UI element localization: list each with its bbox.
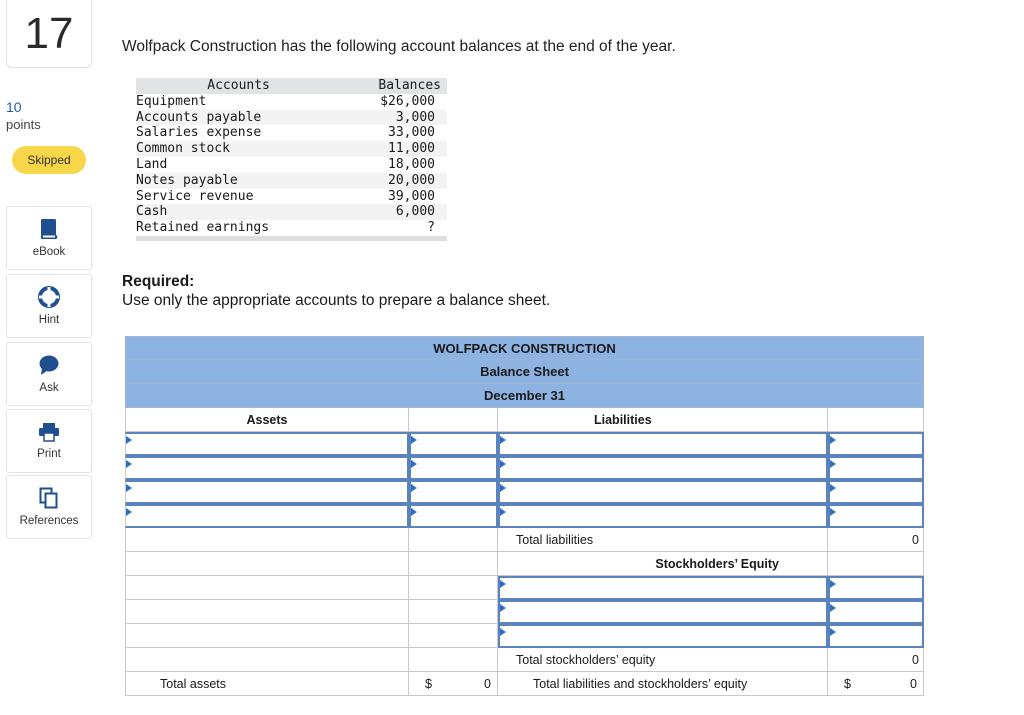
print-button[interactable] — [6, 409, 92, 473]
required-section — [122, 272, 550, 310]
question-intro: Wolfpack Construction has the following account balances at the end of the year. — [122, 38, 676, 55]
account-balance: 3,000 — [341, 110, 447, 126]
liability-amount-input[interactable] — [828, 504, 924, 528]
account-name: Common stock — [136, 141, 341, 157]
required-label: Required: — [122, 273, 195, 290]
equity-amount-input[interactable] — [828, 600, 924, 624]
ebook-label: eBook — [32, 246, 66, 258]
table-row — [136, 141, 447, 157]
printer-icon — [38, 422, 60, 442]
empty-cell — [409, 576, 498, 600]
print-label: Print — [37, 448, 61, 460]
company-name: WOLFPACK CONSTRUCTION — [125, 336, 924, 360]
entry-row — [125, 456, 924, 480]
total-equity-label: Total stockholders’ equity — [498, 648, 828, 672]
points-value: 10 — [6, 99, 22, 115]
lifebuoy-icon — [38, 286, 60, 308]
empty-cell — [125, 648, 409, 672]
account-name: Accounts payable — [136, 110, 341, 126]
total-assets-cell — [409, 672, 498, 696]
book-icon — [39, 218, 59, 240]
ask-button[interactable] — [6, 342, 92, 406]
liability-amount-input[interactable] — [828, 480, 924, 504]
equity-account-dropdown[interactable] — [498, 576, 828, 600]
table-row — [136, 204, 447, 220]
empty-cell — [409, 648, 498, 672]
table-row — [136, 110, 447, 126]
asset-account-dropdown[interactable] — [125, 456, 409, 480]
account-balance: 33,000 — [388, 125, 435, 141]
empty-cell — [125, 528, 409, 552]
table-row — [136, 125, 447, 141]
asset-amount-input[interactable] — [409, 504, 498, 528]
empty-cell — [409, 408, 498, 432]
liability-amount-input[interactable] — [828, 432, 924, 456]
account-balance: $26,000 — [380, 93, 435, 109]
asset-amount-input[interactable] — [409, 432, 498, 456]
empty-cell — [409, 624, 498, 648]
account-name: Notes payable — [136, 173, 341, 189]
equity-account-dropdown[interactable] — [498, 600, 828, 624]
equity-account-dropdown[interactable] — [498, 624, 828, 648]
empty-cell — [125, 552, 409, 576]
equity-header-row — [125, 552, 924, 576]
total-liabilities-row — [125, 528, 924, 552]
account-balance: 39,000 — [388, 188, 435, 204]
references-label: References — [19, 515, 79, 527]
hint-button[interactable] — [6, 274, 92, 338]
account-balance: 6,000 — [341, 204, 447, 220]
total-equity-value: 0 — [828, 648, 924, 672]
table-row — [136, 173, 447, 189]
balances-column-header: Balances — [341, 78, 447, 94]
asset-account-dropdown[interactable] — [125, 432, 409, 456]
total-liabilities-equity-cell — [828, 672, 924, 696]
table-row — [136, 189, 447, 205]
account-name: Equipment — [136, 93, 207, 109]
entry-row — [125, 504, 924, 528]
equity-amount-input[interactable] — [828, 624, 924, 648]
total-equity-row — [125, 648, 924, 672]
account-balances-table — [136, 78, 447, 241]
liability-amount-input[interactable] — [828, 456, 924, 480]
ebook-button[interactable] — [6, 206, 92, 270]
total-assets-currency: $ — [425, 676, 432, 691]
total-le-value: 0 — [910, 676, 917, 691]
balance-sheet-form — [125, 336, 924, 696]
total-liabilities-equity-label: Total liabilities and stockholders’ equity — [498, 672, 828, 696]
entry-row — [125, 432, 924, 456]
empty-cell — [828, 408, 924, 432]
grand-total-row — [125, 672, 924, 696]
copy-documents-icon — [39, 487, 59, 509]
required-text: Use only the appropriate accounts to prepare a balance sheet. — [122, 292, 551, 309]
table-row — [136, 157, 447, 173]
statement-date: December 31 — [125, 384, 924, 408]
statement-title: Balance Sheet — [125, 360, 924, 384]
asset-account-dropdown[interactable] — [125, 504, 409, 528]
equity-amount-input[interactable] — [828, 576, 924, 600]
account-name: Land — [136, 156, 168, 172]
hint-label: Hint — [38, 314, 60, 326]
assets-header: Assets — [125, 408, 409, 432]
equity-header: Stockholders’ Equity — [498, 552, 828, 576]
liabilities-header: Liabilities — [498, 408, 828, 432]
table-row — [136, 94, 447, 110]
account-name: Cash — [136, 204, 341, 220]
account-balance: ? — [341, 220, 447, 238]
accounts-column-header: Accounts — [136, 78, 341, 94]
total-assets-label: Total assets — [125, 672, 409, 696]
entry-row — [125, 600, 924, 624]
points-block — [6, 98, 41, 134]
account-balance: 20,000 — [341, 173, 447, 189]
empty-cell — [409, 552, 498, 576]
entry-row — [125, 480, 924, 504]
empty-cell — [409, 600, 498, 624]
empty-cell — [828, 552, 924, 576]
total-liabilities-value: 0 — [828, 528, 924, 552]
empty-cell — [125, 576, 409, 600]
total-liabilities-label: Total liabilities — [498, 528, 828, 552]
question-number: 17 — [6, 0, 92, 68]
empty-cell — [125, 600, 409, 624]
entry-row — [125, 624, 924, 648]
asset-amount-input[interactable] — [409, 480, 498, 504]
empty-cell — [409, 528, 498, 552]
asset-account-dropdown[interactable] — [125, 480, 409, 504]
points-label: points — [6, 117, 41, 132]
account-name: Salaries expense — [136, 125, 262, 141]
liability-account-dropdown[interactable] — [498, 456, 828, 480]
entry-row — [125, 576, 924, 600]
table-row — [136, 220, 447, 238]
account-balance: 18,000 — [388, 156, 435, 172]
asset-amount-input[interactable] — [409, 456, 498, 480]
chat-bubble-icon — [38, 354, 60, 376]
liability-account-dropdown[interactable] — [498, 432, 828, 456]
liability-account-dropdown[interactable] — [498, 480, 828, 504]
account-balance: 11,000 — [341, 141, 447, 157]
section-header-row — [125, 408, 924, 432]
total-le-currency: $ — [844, 676, 851, 691]
ask-label: Ask — [39, 382, 59, 394]
account-name: Service revenue — [136, 188, 254, 204]
references-button[interactable] — [6, 475, 92, 539]
empty-cell — [125, 624, 409, 648]
status-badge: Skipped — [12, 146, 86, 174]
liability-account-dropdown[interactable] — [498, 504, 828, 528]
account-name: Retained earnings — [136, 220, 341, 238]
total-assets-value: 0 — [484, 676, 491, 691]
